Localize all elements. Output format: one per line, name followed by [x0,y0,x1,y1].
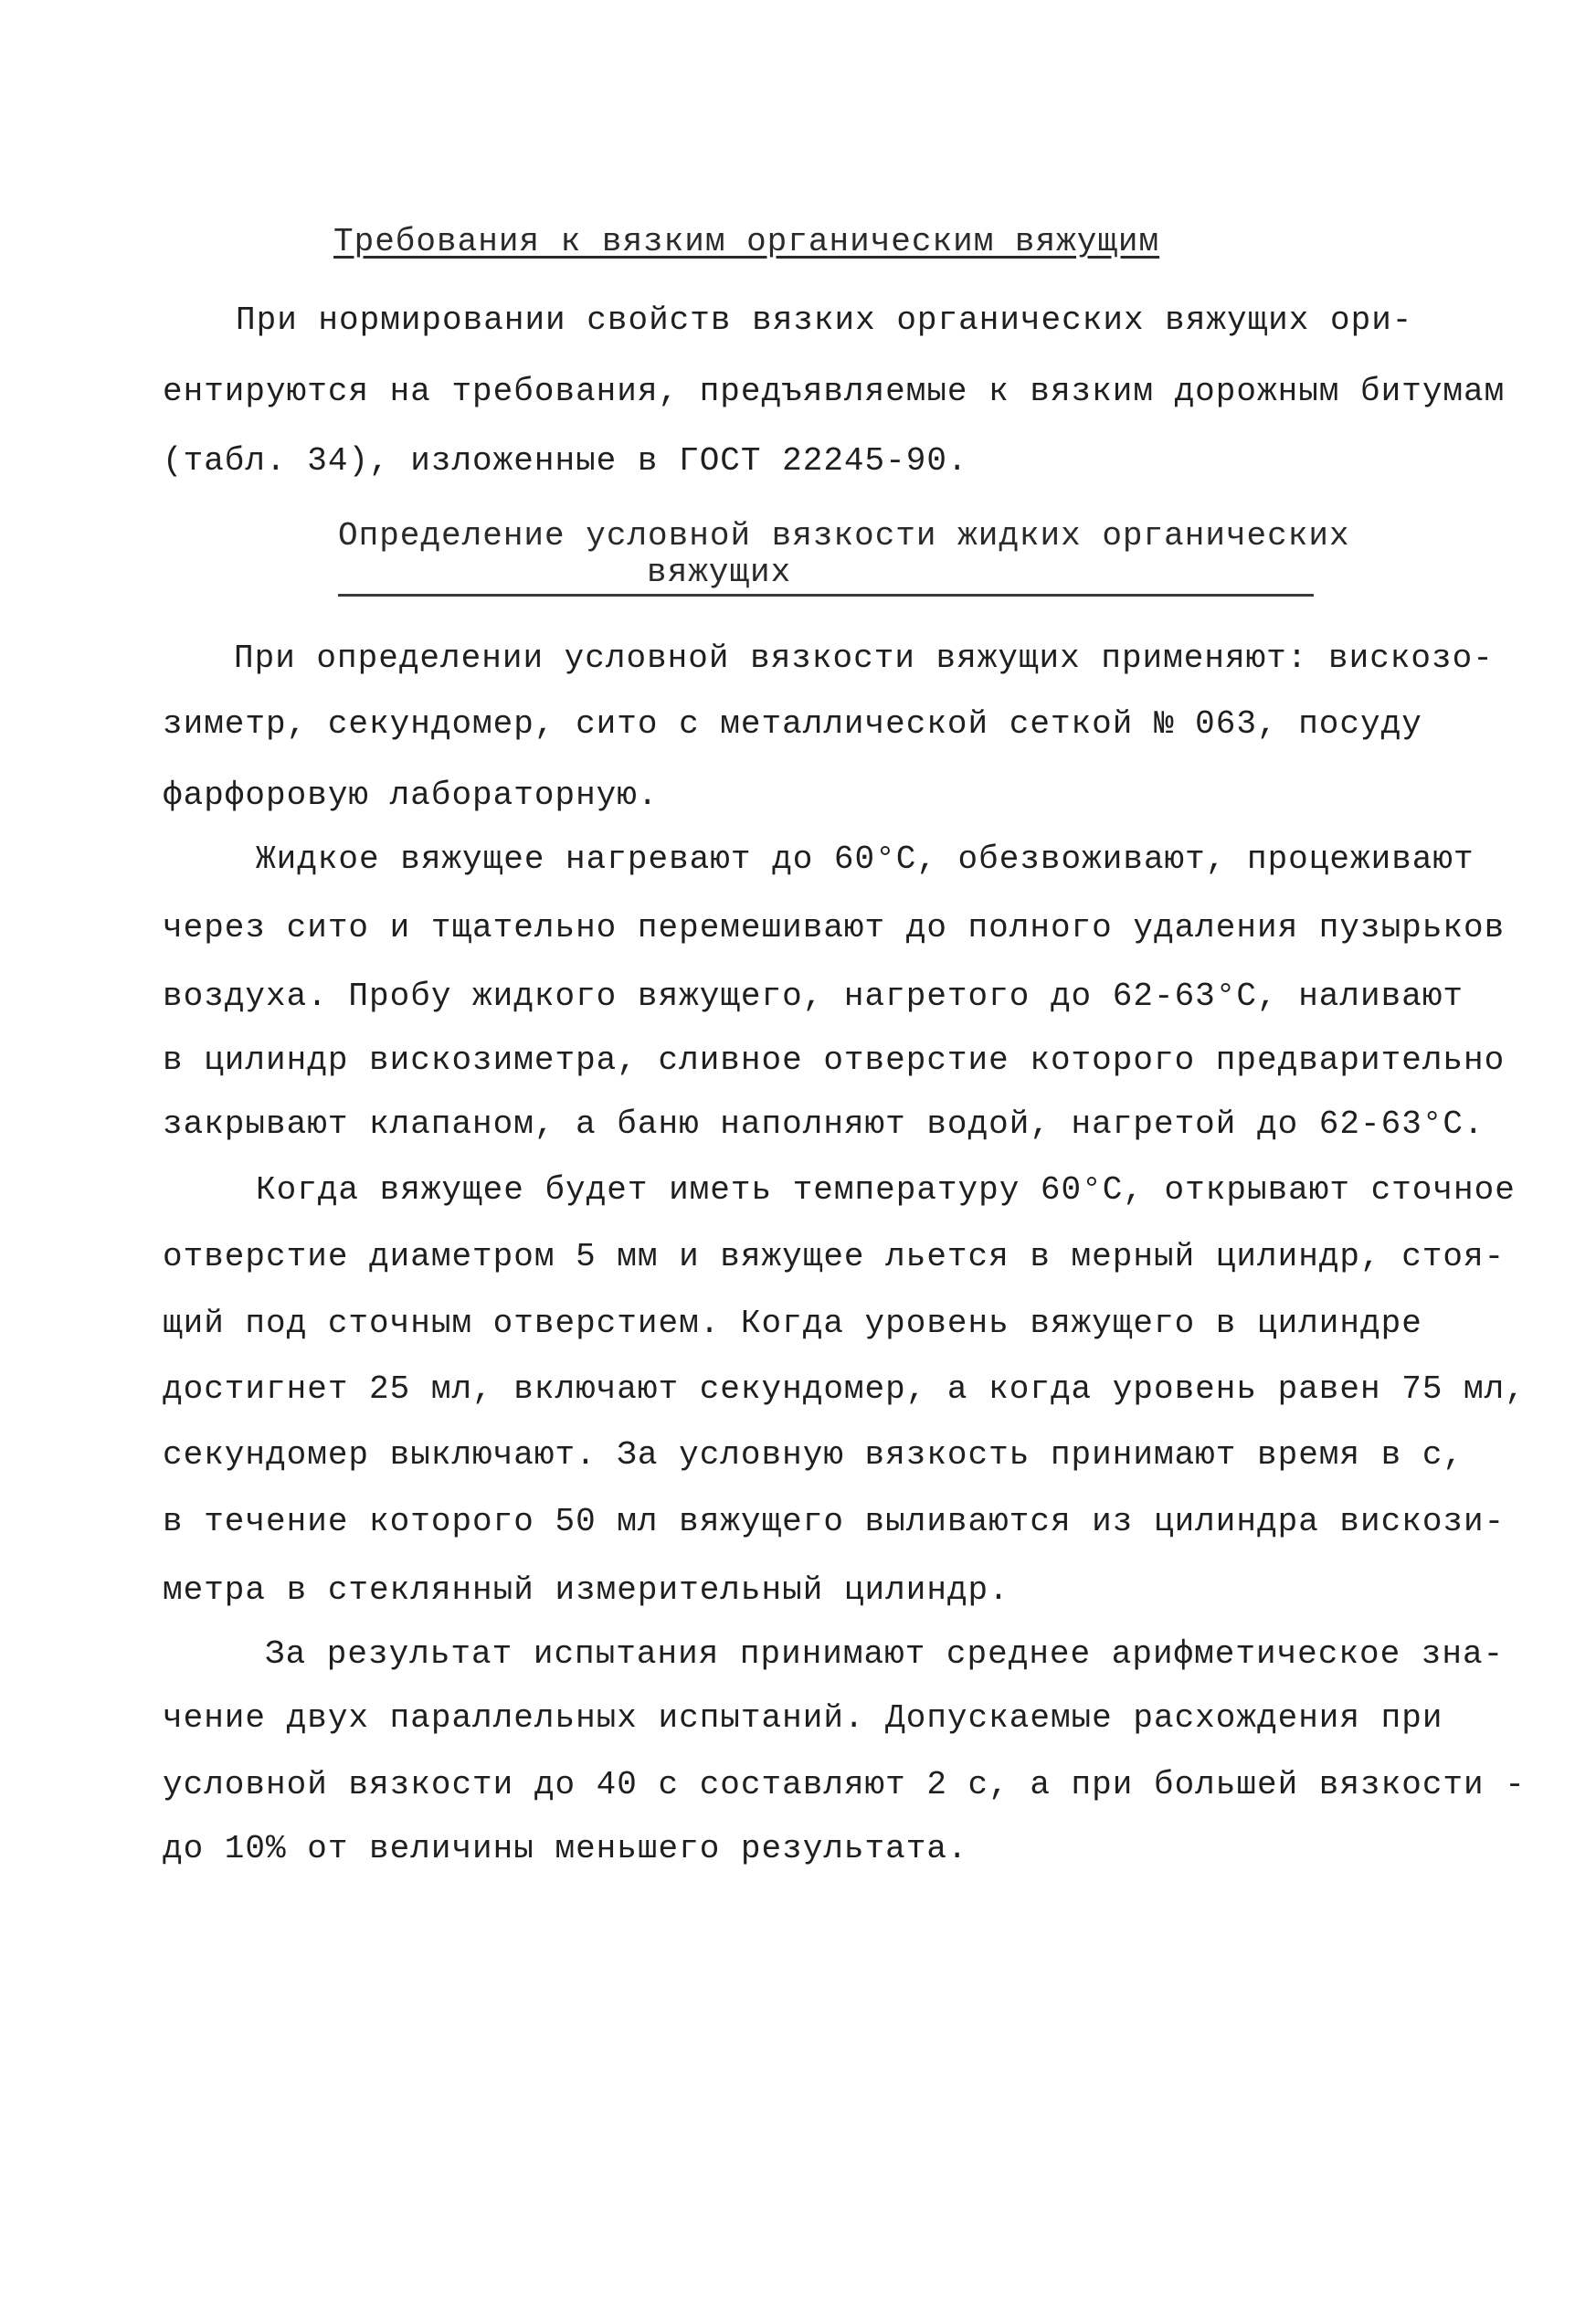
text-line: чение двух параллельных испытаний. Допускаемые расхождения при [163,1699,1443,1737]
text-line: до 10% от величины меньшего результата. [163,1830,968,1867]
text-line: достигнет 25 мл, включают секундомер, а когда уровень равен 75 мл, [163,1370,1526,1408]
text-line: в течение которого 50 мл вяжущего выливаются из цилиндра вискози- [163,1503,1506,1540]
text-line: воздуха. Пробу жидкого вяжущего, нагретого до 62-63°С, наливают [163,978,1464,1015]
section-heading-viscosity-cont: вяжущих [647,554,792,591]
text-line: через сито и тщательно перемешивают до полного удаления пузырьков [163,909,1506,946]
text-line: в цилиндр вискозиметра, сливное отверстие которого предварительно [163,1041,1506,1079]
text-line: фарфоровую лабораторную. [163,777,659,814]
text-line: Когда вяжущее будет иметь температуру 60°С, открывают сточное [256,1171,1516,1209]
text-line: секундомер выключают. За условную вязкость принимают время в с, [163,1436,1464,1474]
section-heading-viscosity: Определение условной вязкости жидких органических [338,517,1350,555]
text-line: отверстие диаметром 5 мм и вяжущее льется в мерный цилиндр, стоя- [163,1238,1506,1275]
text-line: ентируются на требования, предъявляемые к вязким дорожным битумам [163,373,1506,410]
section-heading-requirements: Требования к вязким органическим вяжущим [333,223,1160,260]
text-line: условной вязкости до 40 с составляют 2 с, а при большей вязкости - [163,1766,1526,1803]
text-line: При определении условной вязкости вяжущих применяют: вискозо- [234,640,1494,677]
text-line: щий под сточным отверстием. Когда уровень вяжущего в цилиндре [163,1305,1422,1342]
heading-underline [338,594,1314,597]
text-line: закрывают клапаном, а баню наполняют водой, нагретой до 62-63°С. [163,1105,1485,1143]
text-line: метра в стеклянный измерительный цилиндр. [163,1571,1009,1609]
text-line: (табл. 34), изложенные в ГОСТ 22245-90. [163,442,968,480]
text-line: Жидкое вяжущее нагревают до 60°С, обезвоживают, процеживают [256,841,1474,878]
text-line: зиметр, секундомер, сито с металлической сеткой № 063, посуду [163,705,1422,743]
text-line: При нормировании свойств вязких органических вяжущих ори- [236,301,1413,339]
text-line: За результат испытания принимают среднее арифметическое зна- [265,1635,1505,1673]
